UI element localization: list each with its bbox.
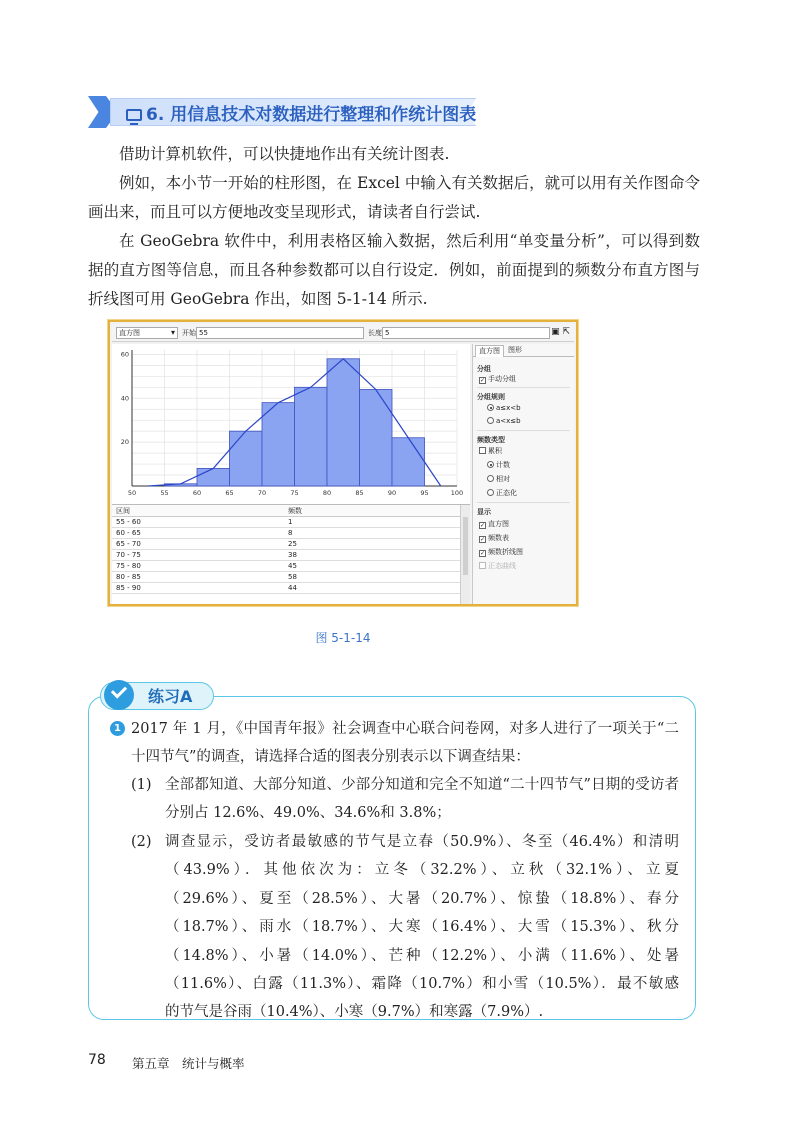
x-tick-label: 50 xyxy=(127,489,137,497)
show-normal-label: 正态曲线 xyxy=(488,562,516,570)
collapse-icon[interactable]: ▣ xyxy=(551,327,560,337)
item-2-line: （11.6%）、白露（11.3%）、霜降（10.7%）和小雪（10.5%）．最不敏感 xyxy=(165,976,679,992)
item-2-line: （29.6%）、夏至（28.5%）、大暑（20.7%）、惊蛰（18.8%）、春分 xyxy=(165,891,679,907)
radio-icon xyxy=(487,489,494,496)
normalized-label: 正态化 xyxy=(496,489,517,497)
histogram-bar xyxy=(197,468,230,486)
divider xyxy=(477,387,570,388)
computer-icon xyxy=(126,109,142,121)
check-icon: ✓ xyxy=(480,377,486,384)
cumulative-checkbox[interactable] xyxy=(479,447,502,456)
paragraph-3: 在 GeoGebra 软件中，利用表格区输入数据，然后利用“单变量分析”，可以得到数据的直方图等信息，而且各种参数都可以自行设定．例如，前面提到的频数分布直方图与折线图可用 GeoGebra 作出，如图 5-1-14 所示. xyxy=(88,232,700,308)
popout-icon[interactable]: ⇱ xyxy=(562,327,570,337)
radio-selected-icon xyxy=(487,461,494,468)
frequency-cell: 38 xyxy=(288,551,297,559)
checkbox-disabled-icon xyxy=(479,562,486,569)
histogram-svg xyxy=(112,344,470,504)
table-header xyxy=(112,505,470,517)
item-2-line: （18.7%）、雨水（18.7%）、大寒（16.4%）、大雪（15.3%）、秋分 xyxy=(165,919,679,935)
options-tabs xyxy=(473,344,574,357)
rule-option-1[interactable] xyxy=(487,404,521,413)
histogram-bar xyxy=(360,389,393,486)
frequency-cell: 25 xyxy=(288,540,297,548)
rule-1-label: a≤x<b xyxy=(496,404,521,412)
frequency-cell: 58 xyxy=(288,573,297,581)
item-1-text: 全部都知道、大部分知道、少部分知道和完全不知道“二十四节气”日期的受访者分别占 12.6%、49.0%、34.6%和 3.8%； xyxy=(165,777,679,822)
frequency-cell: 44 xyxy=(288,584,297,592)
page-number: 78 xyxy=(88,1052,106,1068)
count-label: 计数 xyxy=(496,461,510,469)
paragraph-2: 例如，本小节一开始的柱形图，在 Excel 中输入有关数据后，就可以用有关作图命令画出来，而且可以方便地改变呈现形式，请读者自行尝试. xyxy=(88,174,700,221)
frequency-cell: 45 xyxy=(288,562,297,570)
width-label: 长度 xyxy=(368,329,382,337)
table-row[interactable] xyxy=(112,539,470,550)
interval-cell: 75 - 80 xyxy=(116,562,141,570)
y-tick-label: 60 xyxy=(120,350,129,359)
y-tick-label: 20 xyxy=(120,438,129,447)
interval-cell: 85 - 90 xyxy=(116,584,141,592)
frequency-cell: 1 xyxy=(288,518,293,526)
x-tick-label: 100 xyxy=(450,489,464,497)
item-2-line: （14.8%）、小暑（14.0%）、芒种（12.2%）、小满（11.6%）、处暑 xyxy=(165,948,679,964)
histogram-bar xyxy=(392,438,425,486)
rule-option-2[interactable] xyxy=(487,417,521,426)
window-controls[interactable] xyxy=(551,327,570,337)
interval-cell: 65 - 70 xyxy=(116,540,141,548)
x-tick-label: 70 xyxy=(257,489,267,497)
section-title-text: 6. 用信息技术对数据进行整理和作统计图表 xyxy=(146,105,477,125)
header-interval: 区间 xyxy=(116,507,130,515)
cumulative-label: 累积 xyxy=(488,447,502,455)
x-tick-label: 85 xyxy=(355,489,364,497)
frequency-cell: 8 xyxy=(288,529,293,537)
question-number: 1 xyxy=(110,721,125,736)
table-row[interactable] xyxy=(112,528,470,539)
x-tick-label: 80 xyxy=(322,489,332,497)
freq-type-title: 频数类型 xyxy=(477,436,505,444)
chart-type-select[interactable]: 直方图 ▾ xyxy=(116,327,178,339)
divider xyxy=(477,430,570,431)
rule-title: 分组规则 xyxy=(477,393,505,401)
relative-label: 相对 xyxy=(496,475,510,483)
interval-cell: 80 - 85 xyxy=(116,573,141,581)
rule-2-label: a<x≤b xyxy=(496,417,521,425)
checkbox-icon xyxy=(479,447,486,454)
chapter-title: 第五章 统计与概率 xyxy=(132,1056,245,1071)
tab-graphics[interactable]: 图形 xyxy=(508,346,522,354)
show-polygon-checkbox[interactable] xyxy=(479,548,523,557)
section-title xyxy=(126,100,476,125)
paragraph-1: 借助计算机软件，可以快捷地作出有关统计图表. xyxy=(119,145,450,163)
histogram-bar xyxy=(327,359,360,486)
radio-icon xyxy=(487,417,494,424)
start-label: 开始 xyxy=(182,329,196,337)
frequency-table xyxy=(112,504,470,604)
figure-caption: 图 5-1-14 xyxy=(315,631,371,645)
section-banner xyxy=(88,96,476,128)
table-row[interactable] xyxy=(112,517,470,528)
relative-radio[interactable] xyxy=(487,475,510,484)
item-2-line: （43.9%）．其他依次为：立冬（32.2%）、立秋（32.1%）、立夏 xyxy=(165,862,679,878)
show-table-checkbox[interactable] xyxy=(479,534,509,543)
x-tick-label: 90 xyxy=(387,489,397,497)
tab-histogram[interactable]: 直方图 xyxy=(475,345,504,357)
show-table-label: 频数表 xyxy=(488,534,509,542)
show-polygon-label: 频数折线图 xyxy=(488,548,523,556)
histogram-bar xyxy=(262,403,295,486)
x-tick-label: 65 xyxy=(225,489,234,497)
group-title: 分组 xyxy=(477,365,491,373)
check-icon: ✓ xyxy=(480,550,486,557)
divider xyxy=(477,502,570,503)
geogebra-window xyxy=(108,320,578,606)
item-2-line: 的节气是谷雨（10.4%）、小寒（9.7%）和寒露（7.9%）. xyxy=(165,1004,544,1020)
header-frequency: 频数 xyxy=(288,507,302,515)
options-panel xyxy=(472,344,574,604)
histogram-chart xyxy=(112,344,470,504)
scrollbar-thumb[interactable] xyxy=(463,517,468,575)
item-1-number: (1) xyxy=(131,777,152,793)
show-title: 显示 xyxy=(477,508,491,516)
item-2-number: (2) xyxy=(131,834,152,850)
item-2-line: 调查显示，受访者最敏感的节气是立春（50.9%）、冬至（46.4%）和清明 xyxy=(165,834,679,850)
x-tick-label: 95 xyxy=(420,489,429,497)
check-icon: ✓ xyxy=(480,522,486,529)
x-tick-label: 55 xyxy=(160,489,169,497)
show-histogram-label: 直方图 xyxy=(488,520,509,528)
normalized-radio[interactable] xyxy=(487,489,517,498)
histogram-bar xyxy=(295,387,328,486)
exercise-intro: 2017 年 1 月，《中国青年报》社会调查中心联合问卷网，对多人进行了一项关于“二十四节气”的调查，请选择合适的图表分别表示以下调查结果： xyxy=(131,721,679,766)
x-tick-label: 60 xyxy=(192,489,202,497)
interval-cell: 55 - 60 xyxy=(116,518,141,526)
table-row[interactable] xyxy=(112,550,470,561)
x-tick-label: 75 xyxy=(290,489,299,497)
manual-group-checkbox[interactable] xyxy=(479,375,516,384)
geogebra-toolbar xyxy=(112,324,574,342)
show-normal-checkbox[interactable] xyxy=(479,562,516,571)
width-input[interactable]: 5 xyxy=(382,327,550,339)
table-row[interactable] xyxy=(112,583,470,594)
table-row[interactable] xyxy=(112,572,470,583)
y-tick-label: 40 xyxy=(120,394,129,403)
interval-cell: 70 - 75 xyxy=(116,551,141,559)
histogram-bar xyxy=(230,431,263,486)
table-scrollbar[interactable] xyxy=(460,505,470,604)
check-icon: ✓ xyxy=(480,536,486,543)
radio-icon xyxy=(487,475,494,482)
exercise-label: 练习A xyxy=(148,687,193,706)
table-row[interactable] xyxy=(112,561,470,572)
radio-selected-icon xyxy=(487,404,494,411)
manual-group-label: 手动分组 xyxy=(488,375,516,383)
interval-cell: 60 - 65 xyxy=(116,529,141,537)
show-histogram-checkbox[interactable] xyxy=(479,520,509,529)
start-input[interactable]: 55 xyxy=(196,327,364,339)
count-radio[interactable] xyxy=(487,461,510,470)
